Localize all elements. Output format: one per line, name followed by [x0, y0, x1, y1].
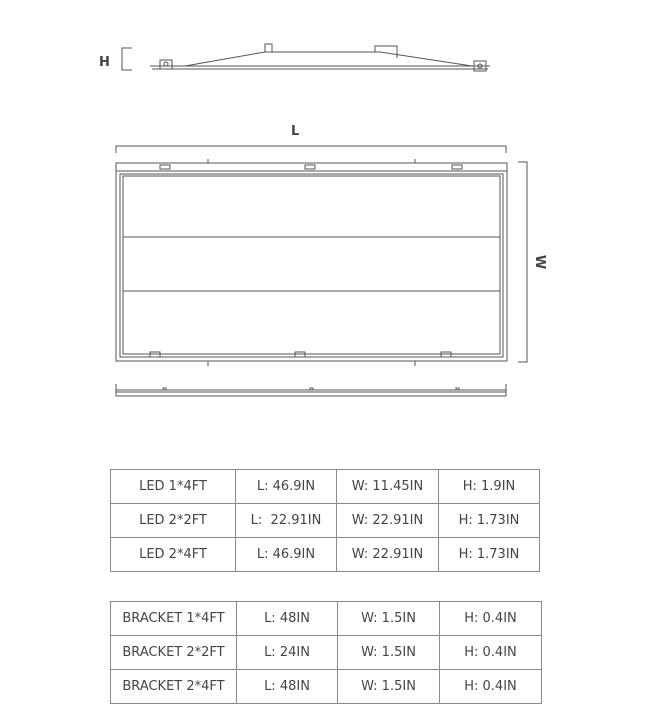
top-view	[116, 159, 507, 366]
width-label: W	[532, 254, 547, 270]
height-cell: H: 0.4IN	[440, 636, 542, 670]
length-label: L	[291, 124, 300, 139]
model-cell: LED 2*4FT	[111, 538, 236, 572]
table-row	[111, 670, 542, 704]
model-cell: BRACKET 1*4FT	[111, 602, 237, 636]
width-cell: W: 11.45IN	[337, 470, 439, 504]
length-cell: L: 46.9IN	[236, 470, 337, 504]
height-cell: H: 0.4IN	[440, 602, 542, 636]
length-cell: L: 48IN	[237, 602, 338, 636]
model-cell: BRACKET 2*4FT	[111, 670, 237, 704]
length-cell: L: 48IN	[237, 670, 338, 704]
bracket-size-table	[110, 601, 542, 704]
table-row	[111, 636, 542, 670]
height-cell: H: 1.9IN	[439, 470, 540, 504]
led-size-table	[110, 469, 540, 572]
model-cell: LED 2*2FT	[111, 504, 236, 538]
length-cell: L: 22.91IN	[236, 504, 337, 538]
height-cell: H: 1.73IN	[439, 504, 540, 538]
length-cell: L: 46.9IN	[236, 538, 337, 572]
height-cell: H: 1.73IN	[439, 538, 540, 572]
table-row	[111, 538, 540, 572]
width-cell: W: 1.5IN	[338, 636, 440, 670]
model-cell: LED 1*4FT	[111, 470, 236, 504]
table-row	[111, 602, 542, 636]
width-cell: W: 1.5IN	[338, 670, 440, 704]
model-cell: BRACKET 2*2FT	[111, 636, 237, 670]
width-dimension	[518, 162, 547, 362]
length-dimension	[116, 124, 506, 153]
width-cell: W: 1.5IN	[338, 602, 440, 636]
height-cell: H: 0.4IN	[440, 670, 542, 704]
height-label: H	[99, 55, 110, 70]
table-row	[111, 504, 540, 538]
table-row	[111, 470, 540, 504]
width-cell: W: 22.91IN	[337, 538, 439, 572]
length-cell: L: 24IN	[237, 636, 338, 670]
side-view	[99, 44, 490, 71]
width-cell: W: 22.91IN	[337, 504, 439, 538]
height-bracket	[122, 48, 132, 70]
bracket-view	[116, 384, 506, 396]
